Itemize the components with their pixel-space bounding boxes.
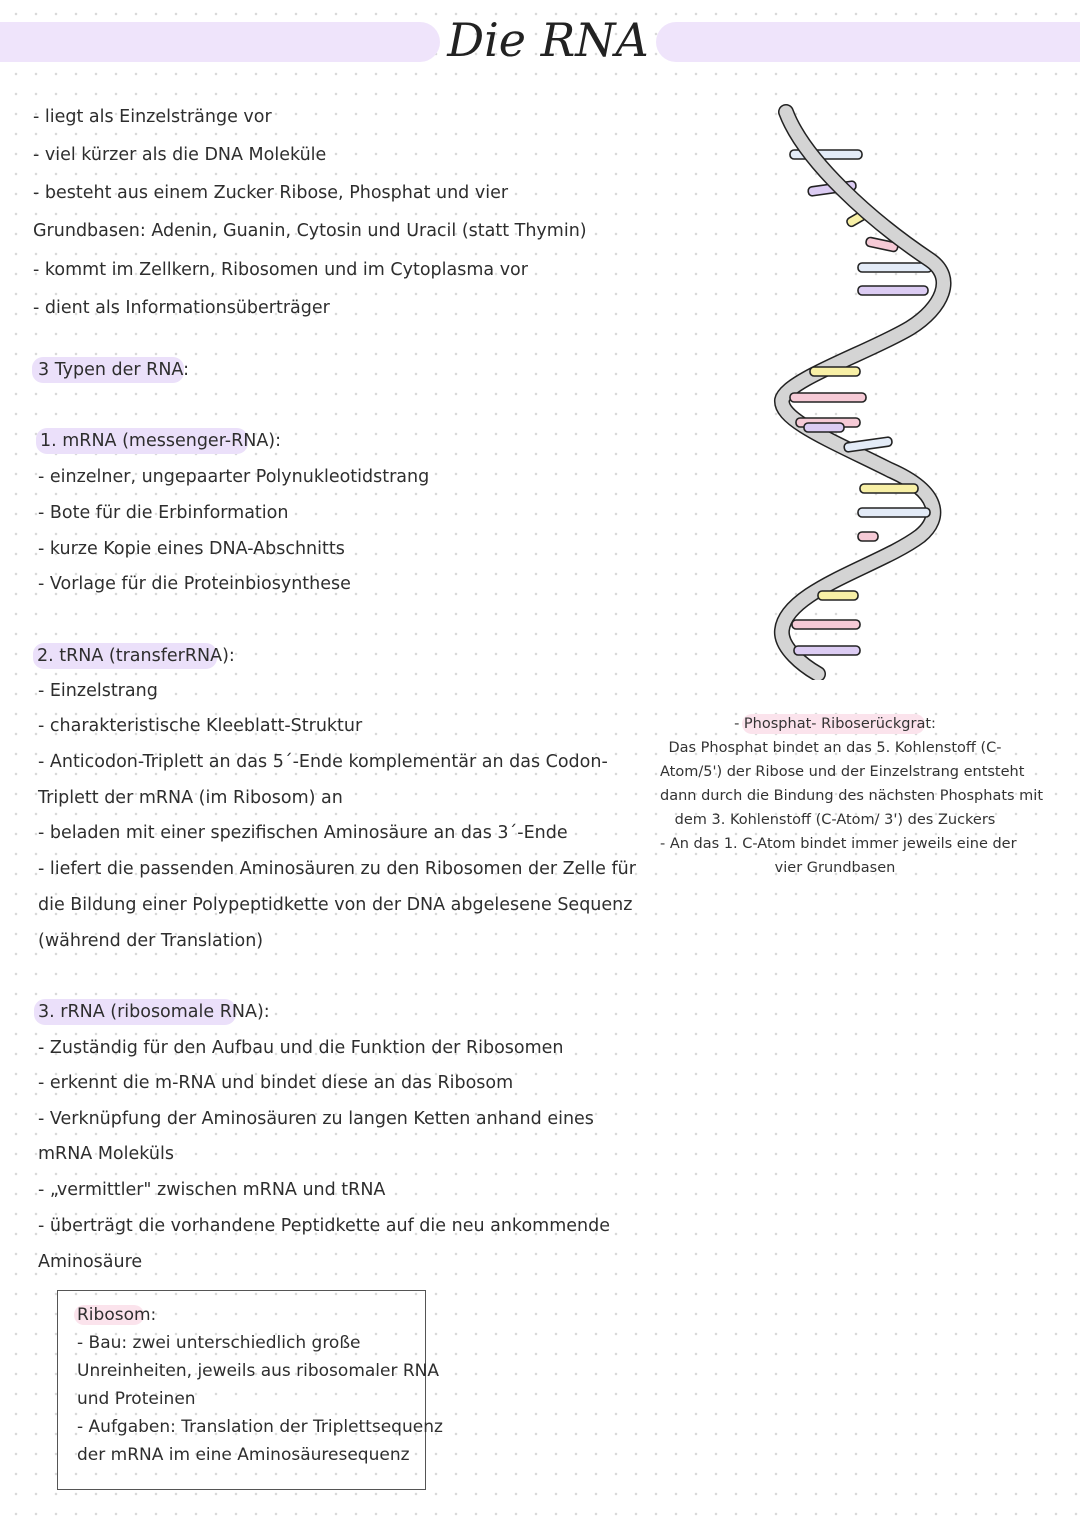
caption-line: - An das 1. C-Atom bindet immer jeweils eine der bbox=[660, 836, 1017, 852]
page-title: Die RNA bbox=[447, 13, 649, 67]
caption-line: Atom/5') der Ribose und der Einzelstrang entsteht bbox=[660, 764, 1025, 780]
intro-line: - kommt im Zellkern, Ribosomen und im Cytoplasma vor bbox=[33, 260, 528, 280]
types-heading: 3 Typen der RNA: bbox=[38, 360, 189, 380]
intro-line: Grundbasen: Adenin, Guanin, Cytosin und Uracil (statt Thymin) bbox=[33, 221, 587, 241]
rrna-heading: 3. rRNA (ribosomale RNA): bbox=[38, 1002, 270, 1022]
title-banner-right bbox=[656, 22, 1080, 62]
rna-helix-illustration bbox=[760, 100, 960, 680]
ribosom-line: Unreinheiten, jeweils aus ribosomaler RNA bbox=[77, 1361, 440, 1381]
ribosom-line: - Bau: zwei unterschiedlich große bbox=[77, 1333, 361, 1353]
ribosom-line: - Aufgaben: Translation der Triplettsequenz bbox=[77, 1417, 443, 1437]
rrna-line: - „vermittler" zwischen mRNA und tRNA bbox=[38, 1180, 386, 1200]
ribosom-heading: Ribosom: bbox=[77, 1305, 157, 1325]
mrna-line: - Bote für die Erbinformation bbox=[38, 503, 289, 523]
mrna-line: - Vorlage für die Proteinbiosynthese bbox=[38, 574, 351, 594]
intro-line: - besteht aus einem Zucker Ribose, Phosphat und vier bbox=[33, 183, 509, 203]
caption-line: dem 3. Kohlenstoff (C-Atom/ 3') des Zuckers bbox=[674, 812, 996, 828]
mrna-line: - kurze Kopie eines DNA-Abschnitts bbox=[38, 539, 345, 559]
intro-line: - dient als Informationsüberträger bbox=[33, 298, 330, 318]
rrna-line: mRNA Moleküls bbox=[38, 1144, 174, 1164]
caption-heading: - Phosphat- Riboserückgrat: bbox=[734, 716, 936, 732]
title-banner-left bbox=[0, 22, 440, 62]
caption-line: dann durch die Bindung des nächsten Phosphats mit bbox=[660, 788, 1044, 804]
mrna-heading: 1. mRNA (messenger-RNA): bbox=[40, 431, 282, 451]
rrna-line: - Zuständig für den Aufbau und die Funktion der Ribosomen bbox=[38, 1038, 564, 1058]
trna-line: - charakteristische Kleeblatt-Struktur bbox=[38, 716, 363, 736]
ribosom-box bbox=[57, 1290, 443, 1490]
rrna-line: - Verknüpfung der Aminosäuren zu langen Ketten anhand eines bbox=[38, 1109, 594, 1129]
caption-line: Das Phosphat bindet an das 5. Kohlenstoff (C- bbox=[668, 740, 1002, 756]
rrna-line: - überträgt die vorhandene Peptidkette auf die neu ankommende bbox=[38, 1216, 610, 1236]
trna-line: - liefert die passenden Aminosäuren zu den Ribosomen der Zelle für bbox=[38, 859, 636, 879]
mrna-line: - einzelner, ungepaarter Polynukleotidstrang bbox=[38, 467, 430, 487]
ribosom-line: der mRNA im eine Aminosäuresequenz bbox=[77, 1445, 410, 1465]
trna-line: - Anticodon-Triplett an das 5´-Ende komplementär an das Codon- bbox=[38, 752, 608, 772]
trna-line: die Bildung einer Polypeptidkette von der DNA abgelesene Sequenz bbox=[38, 895, 633, 915]
trna-line: - Einzelstrang bbox=[38, 681, 158, 701]
trna-heading: 2. tRNA (transferRNA): bbox=[37, 646, 235, 666]
intro-line: - liegt als Einzelstränge vor bbox=[33, 107, 272, 127]
trna-line: (während der Translation) bbox=[38, 931, 264, 951]
trna-line: Triplett der mRNA (im Ribosom) an bbox=[38, 788, 343, 808]
caption-line: vier Grundbasen bbox=[774, 860, 896, 876]
ribosom-line: und Proteinen bbox=[77, 1389, 196, 1409]
rrna-line: - erkennt die m-RNA und bindet diese an das Ribosom bbox=[38, 1073, 514, 1093]
intro-line: - viel kürzer als die DNA Moleküle bbox=[33, 145, 327, 165]
trna-line: - beladen mit einer spezifischen Aminosäure an das 3´-Ende bbox=[38, 823, 568, 843]
rrna-line: Aminosäure bbox=[38, 1252, 143, 1272]
